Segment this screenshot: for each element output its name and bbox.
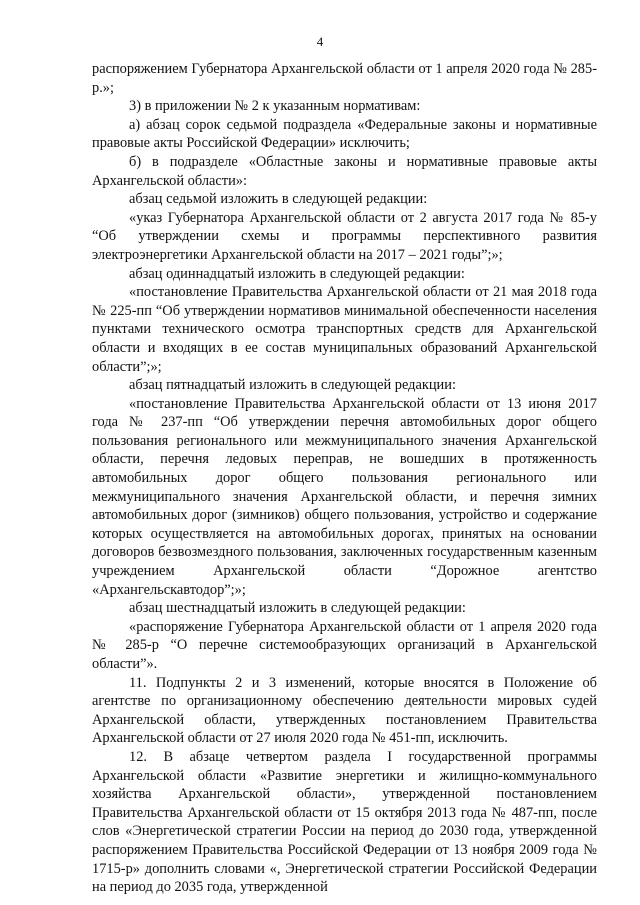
paragraph: абзац одиннадцатый изложить в следующей редакции: (129, 265, 465, 282)
paragraph: 3) в приложении № 2 к указанным нормативам: (129, 98, 421, 115)
paragraph: 12. В абзаце четвертом раздела I государственной программы Архангельской области «Развитие энергетики и жилищно-коммунального хозяйства Архангельской области», утвержденной постановлением Правительства Архангельской области от 15 октября 2013 года № 487-пп, после слов «Энергетической стратегии России на период до 2030 года, утвержденной распоряжением Правительства Российской Федерации от 13 ноября 2009 года № 1715-р» дополнить словами «, Энергетической стратегии Российской Федерации на период до 2035 года, утвержденной (92, 748, 597, 896)
paragraph: абзац шестнадцатый изложить в следующей редакции: (129, 600, 466, 617)
paragraph: «распоряжение Губернатора Архангельской области от 1 апреля 2020 года № 285-р “О перечне системообразующих организаций в Архангельской области”». (92, 618, 597, 672)
document-body (92, 60, 597, 897)
paragraph: абзац седьмой изложить в следующей редакции: (129, 191, 428, 208)
paragraph: «постановление Правительства Архангельской области от 21 мая 2018 года № 225-пп “Об утверждении нормативов минимальной обеспеченности населения пунктами технического осмотра транспортных средств для Архангельской области и входящих в ее состав муниципальных образований Архангельской области”;»; (92, 284, 597, 375)
paragraph: «постановление Правительства Архангельской области от 13 июня 2017 года № 237-пп “Об утверждении перечня автомобильных дорог общего пользования регионального или межмуниципального значения Архангельской области, перечня ледовых переправ, не вошедших в протяженность автомобильных дорог общего пользования регионального или межмуниципального значения Архангельской области, и перечня зимних автомобильных дорог (зимников) общего пользования, устройство и содержание которых осуществляется на автомобильных дорогах, принятых на основании договоров безвозмездного пользования, заключенных государственным казенным учреждением Архангельской области “Дорожное агентство «Архангельскавтодор”;»; (92, 395, 597, 598)
paragraph: абзац пятнадцатый изложить в следующей редакции: (129, 377, 456, 394)
paragraph: б) в подразделе «Областные законы и нормативные правовые акты Архангельской области»: (92, 153, 597, 189)
paragraph: «указ Губернатора Архангельской области от 2 августа 2017 года № 85-у “Об утверждении схемы и программы перспективного развития электроэнергетики Архангельской области на 2017 – 2021 годы”;»; (92, 209, 597, 263)
paragraph: распоряжением Губернатора Архангельской области от 1 апреля 2020 года № 285-р.»; (92, 61, 597, 96)
page-number: 4 (316, 34, 324, 49)
paragraph: 11. Подпункты 2 и 3 изменений, которые вносятся в Положение об агентстве по организационному обеспечению деятельности мировых судей Архангельской области, утвержденных постановлением Правительства Архангельской области от 27 июля 2020 года № 451-пп, исключить. (92, 674, 597, 747)
paragraph: а) абзац сорок седьмой подраздела «Федеральные законы и нормативные правовые акты Российской Федерации» исключить; (92, 116, 597, 152)
